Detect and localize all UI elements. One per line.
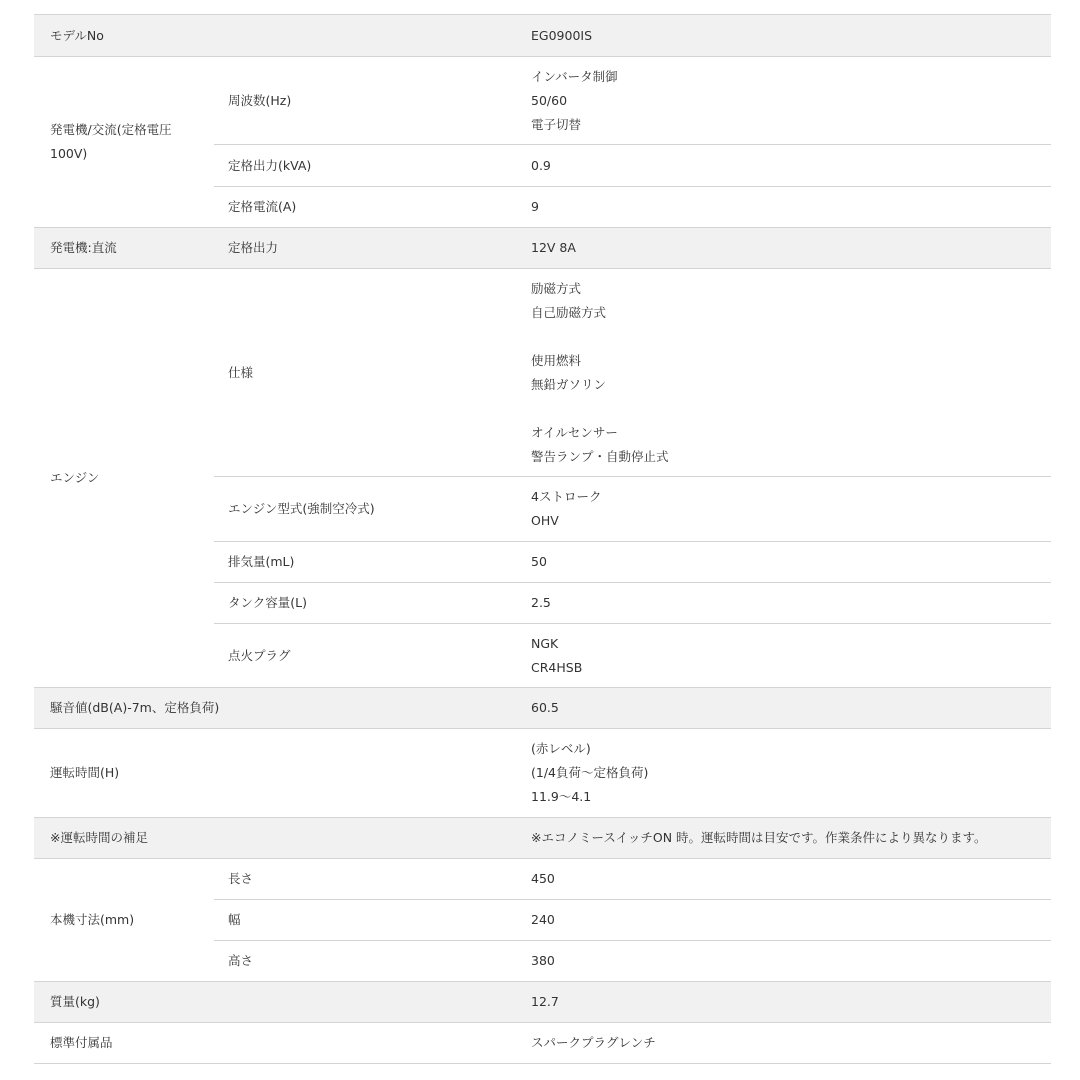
height-value: 380 <box>517 941 1051 982</box>
freq-value-line: 電子切替 <box>531 116 582 132</box>
row-dc <box>34 228 1051 269</box>
weight-label: 質量(kg) <box>34 982 517 1023</box>
ac-output-value: 0.9 <box>517 145 1051 187</box>
plug-label: 点火プラグ <box>214 624 517 688</box>
engine-type-line: OHV <box>531 513 559 528</box>
engine-spec-value <box>517 269 1051 477</box>
ac-label-line2: 100V) <box>50 146 88 161</box>
width-value: 240 <box>517 900 1051 941</box>
engine-spec-label: 仕様 <box>214 269 517 477</box>
model-value: EG0900IS <box>517 15 1051 57</box>
displacement-value: 50 <box>517 542 1051 583</box>
displacement-label: 排気量(mL) <box>214 542 517 583</box>
row-model <box>34 15 1051 57</box>
row-engine-spec <box>34 269 1051 477</box>
freq-label: 周波数(Hz) <box>214 57 517 145</box>
accessory-label: 標準付属品 <box>34 1023 517 1064</box>
runtime-line: 11.9～4.1 <box>531 789 592 804</box>
freq-value-line: 50/60 <box>531 92 568 108</box>
row-weight <box>34 982 1051 1023</box>
runtime-value <box>517 729 1051 818</box>
accessory-value: スパークプラグレンチ <box>517 1023 1051 1064</box>
engine-spec-line: 無鉛ガソリン <box>531 376 607 392</box>
row-runtime <box>34 729 1051 818</box>
dc-value: 12V 8A <box>517 228 1051 269</box>
dc-sub-label: 定格出力 <box>214 228 517 269</box>
length-label: 長さ <box>214 859 517 900</box>
ac-group-label <box>34 57 214 228</box>
tank-value: 2.5 <box>517 583 1051 624</box>
row-accessory <box>34 1023 1051 1064</box>
plug-value <box>517 624 1051 688</box>
dimensions-label: 本機寸法(mm) <box>34 859 214 982</box>
row-dim-length <box>34 859 1051 900</box>
runtime-note-value: ※エコノミースイッチON 時。運転時間は目安です。作業条件により異なります。 <box>517 818 1051 859</box>
spec-table <box>34 14 1051 1064</box>
freq-value <box>517 57 1051 145</box>
row-noise <box>34 688 1051 729</box>
noise-value: 60.5 <box>517 688 1051 729</box>
runtime-line: (赤レベル) <box>531 741 591 756</box>
plug-line: CR4HSB <box>531 659 583 675</box>
engine-spec-line: 励磁方式 <box>531 280 582 296</box>
ac-label-line1: 発電機/交流(定格電圧 <box>50 122 172 137</box>
noise-label: 騒音値(dB(A)-7m、定格負荷) <box>34 688 517 729</box>
freq-value-line: インバータ制御 <box>531 68 618 84</box>
engine-type-label: エンジン型式(強制空冷式) <box>214 477 517 542</box>
engine-spec-line: オイルセンサー <box>531 424 618 440</box>
weight-value: 12.7 <box>517 982 1051 1023</box>
ac-current-label: 定格電流(A) <box>214 187 517 228</box>
engine-type-line: 4ストローク <box>531 489 602 504</box>
length-value: 450 <box>517 859 1051 900</box>
engine-type-value <box>517 477 1051 542</box>
tank-label: タンク容量(L) <box>214 583 517 624</box>
ac-current-value: 9 <box>517 187 1051 228</box>
plug-line: NGK <box>531 635 559 651</box>
ac-output-label: 定格出力(kVA) <box>214 145 517 187</box>
row-ac-frequency <box>34 57 1051 145</box>
engine-spec-line: 使用燃料 <box>531 352 582 368</box>
model-label: モデルNo <box>34 15 517 57</box>
engine-label: エンジン <box>34 269 214 688</box>
width-label: 幅 <box>214 900 517 941</box>
runtime-line: (1/4負荷～定格負荷) <box>531 765 649 780</box>
runtime-note-label: ※運転時間の補足 <box>34 818 517 859</box>
dc-label: 発電機:直流 <box>34 228 214 269</box>
engine-spec-line: 警告ランプ・自動停止式 <box>531 448 669 464</box>
row-runtime-note <box>34 818 1051 859</box>
height-label: 高さ <box>214 941 517 982</box>
runtime-label: 運転時間(H) <box>34 729 517 818</box>
engine-spec-line: 自己励磁方式 <box>531 304 607 320</box>
